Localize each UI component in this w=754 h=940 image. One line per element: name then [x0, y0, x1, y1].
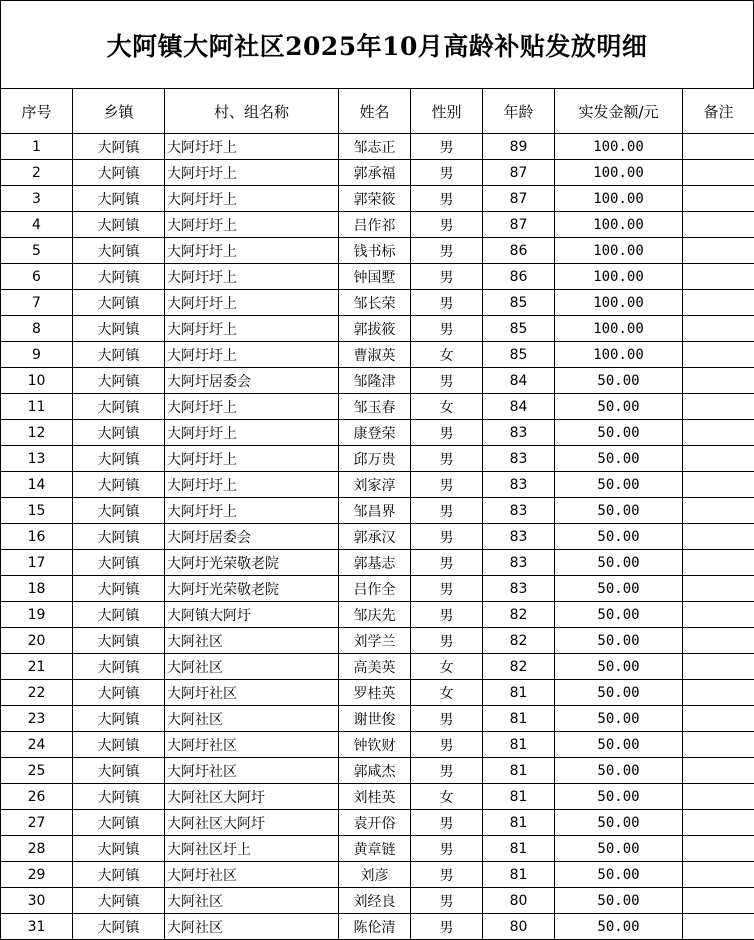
cell-town: 大阿镇	[73, 134, 165, 160]
cell-note	[683, 888, 754, 914]
table-row	[1, 186, 754, 212]
cell-village: 大阿社区	[165, 914, 339, 940]
cell-name: 邹昌界	[339, 498, 411, 524]
cell-town: 大阿镇	[73, 914, 165, 940]
cell-gender: 男	[411, 446, 483, 472]
cell-index: 29	[1, 862, 73, 888]
header-village: 村、组名称	[165, 89, 339, 134]
cell-note	[683, 914, 754, 940]
cell-amount: 50.00	[555, 654, 683, 680]
cell-amount: 50.00	[555, 706, 683, 732]
cell-village: 大阿圩圩上	[165, 446, 339, 472]
cell-index: 10	[1, 368, 73, 394]
cell-index: 25	[1, 758, 73, 784]
cell-index: 12	[1, 420, 73, 446]
cell-village: 大阿社区	[165, 888, 339, 914]
cell-village: 大阿社区	[165, 654, 339, 680]
cell-town: 大阿镇	[73, 472, 165, 498]
cell-note	[683, 264, 754, 290]
cell-index: 4	[1, 212, 73, 238]
page-title: 大阿镇大阿社区2025年10月高龄补贴发放明细	[0, 0, 754, 88]
cell-note	[683, 212, 754, 238]
table-row	[1, 394, 754, 420]
cell-gender: 女	[411, 784, 483, 810]
cell-gender: 男	[411, 628, 483, 654]
table-row	[1, 316, 754, 342]
table-row	[1, 914, 754, 940]
cell-name: 刘学兰	[339, 628, 411, 654]
cell-gender: 男	[411, 888, 483, 914]
cell-village: 大阿圩社区	[165, 758, 339, 784]
cell-town: 大阿镇	[73, 550, 165, 576]
cell-town: 大阿镇	[73, 394, 165, 420]
cell-town: 大阿镇	[73, 758, 165, 784]
cell-village: 大阿社区	[165, 706, 339, 732]
cell-village: 大阿圩社区	[165, 680, 339, 706]
cell-name: 邹玉春	[339, 394, 411, 420]
cell-note	[683, 394, 754, 420]
header-age: 年龄	[483, 89, 555, 134]
cell-age: 86	[483, 264, 555, 290]
cell-amount: 50.00	[555, 472, 683, 498]
cell-age: 81	[483, 758, 555, 784]
cell-note	[683, 368, 754, 394]
cell-amount: 50.00	[555, 498, 683, 524]
cell-village: 大阿圩圩上	[165, 316, 339, 342]
cell-index: 7	[1, 290, 73, 316]
cell-name: 邹隆津	[339, 368, 411, 394]
cell-index: 21	[1, 654, 73, 680]
cell-gender: 女	[411, 342, 483, 368]
cell-town: 大阿镇	[73, 784, 165, 810]
cell-name: 曹淑英	[339, 342, 411, 368]
cell-gender: 男	[411, 836, 483, 862]
cell-amount: 50.00	[555, 888, 683, 914]
cell-village: 大阿圩社区	[165, 862, 339, 888]
cell-age: 81	[483, 732, 555, 758]
cell-age: 81	[483, 862, 555, 888]
cell-name: 郭基志	[339, 550, 411, 576]
cell-town: 大阿镇	[73, 420, 165, 446]
cell-note	[683, 498, 754, 524]
cell-name: 康登荣	[339, 420, 411, 446]
cell-note	[683, 316, 754, 342]
cell-index: 6	[1, 264, 73, 290]
cell-amount: 50.00	[555, 680, 683, 706]
cell-village: 大阿圩圩上	[165, 212, 339, 238]
cell-village: 大阿社区圩上	[165, 836, 339, 862]
table-row	[1, 212, 754, 238]
cell-note	[683, 160, 754, 186]
cell-gender: 男	[411, 420, 483, 446]
cell-name: 刘彦	[339, 862, 411, 888]
cell-name: 钱书标	[339, 238, 411, 264]
cell-amount: 50.00	[555, 446, 683, 472]
table-row	[1, 420, 754, 446]
cell-name: 刘桂英	[339, 784, 411, 810]
table-row	[1, 654, 754, 680]
cell-name: 袁开俗	[339, 810, 411, 836]
cell-amount: 100.00	[555, 186, 683, 212]
cell-amount: 100.00	[555, 342, 683, 368]
table-row	[1, 238, 754, 264]
cell-age: 83	[483, 420, 555, 446]
cell-note	[683, 342, 754, 368]
cell-age: 86	[483, 238, 555, 264]
cell-note	[683, 628, 754, 654]
cell-amount: 100.00	[555, 264, 683, 290]
table-row	[1, 264, 754, 290]
cell-age: 89	[483, 134, 555, 160]
cell-age: 80	[483, 914, 555, 940]
table-row	[1, 810, 754, 836]
table-row	[1, 550, 754, 576]
cell-index: 20	[1, 628, 73, 654]
table-row	[1, 368, 754, 394]
cell-village: 大阿圩圩上	[165, 290, 339, 316]
cell-note	[683, 602, 754, 628]
cell-index: 9	[1, 342, 73, 368]
cell-note	[683, 472, 754, 498]
cell-note	[683, 238, 754, 264]
cell-age: 85	[483, 290, 555, 316]
cell-index: 18	[1, 576, 73, 602]
cell-note	[683, 186, 754, 212]
cell-age: 85	[483, 342, 555, 368]
cell-age: 81	[483, 836, 555, 862]
cell-village: 大阿圩圩上	[165, 472, 339, 498]
cell-amount: 50.00	[555, 524, 683, 550]
cell-village: 大阿圩光荣敬老院	[165, 550, 339, 576]
subsidy-table	[0, 88, 754, 940]
cell-town: 大阿镇	[73, 316, 165, 342]
cell-gender: 男	[411, 602, 483, 628]
cell-note	[683, 680, 754, 706]
cell-town: 大阿镇	[73, 680, 165, 706]
cell-town: 大阿镇	[73, 212, 165, 238]
cell-amount: 50.00	[555, 862, 683, 888]
cell-village: 大阿圩圩上	[165, 264, 339, 290]
cell-village: 大阿圩圩上	[165, 342, 339, 368]
table-row	[1, 290, 754, 316]
cell-index: 2	[1, 160, 73, 186]
cell-index: 27	[1, 810, 73, 836]
cell-age: 87	[483, 160, 555, 186]
cell-index: 31	[1, 914, 73, 940]
cell-name: 郭承福	[339, 160, 411, 186]
cell-gender: 男	[411, 238, 483, 264]
cell-amount: 50.00	[555, 784, 683, 810]
table-row	[1, 706, 754, 732]
cell-town: 大阿镇	[73, 654, 165, 680]
cell-note	[683, 654, 754, 680]
cell-town: 大阿镇	[73, 602, 165, 628]
cell-note	[683, 758, 754, 784]
cell-age: 81	[483, 784, 555, 810]
cell-age: 82	[483, 628, 555, 654]
cell-index: 11	[1, 394, 73, 420]
cell-note	[683, 732, 754, 758]
cell-gender: 男	[411, 758, 483, 784]
cell-town: 大阿镇	[73, 524, 165, 550]
cell-index: 28	[1, 836, 73, 862]
cell-amount: 50.00	[555, 602, 683, 628]
cell-index: 1	[1, 134, 73, 160]
cell-town: 大阿镇	[73, 446, 165, 472]
cell-amount: 50.00	[555, 836, 683, 862]
cell-village: 大阿圩社区	[165, 732, 339, 758]
cell-name: 郭拔筱	[339, 316, 411, 342]
cell-amount: 50.00	[555, 368, 683, 394]
cell-name: 钟钦财	[339, 732, 411, 758]
cell-town: 大阿镇	[73, 290, 165, 316]
cell-age: 83	[483, 446, 555, 472]
cell-age: 84	[483, 368, 555, 394]
cell-town: 大阿镇	[73, 836, 165, 862]
cell-gender: 男	[411, 732, 483, 758]
cell-name: 刘经良	[339, 888, 411, 914]
cell-age: 81	[483, 706, 555, 732]
cell-name: 邹庆先	[339, 602, 411, 628]
cell-age: 87	[483, 186, 555, 212]
cell-name: 陈伦清	[339, 914, 411, 940]
cell-town: 大阿镇	[73, 706, 165, 732]
table-row	[1, 784, 754, 810]
cell-note	[683, 576, 754, 602]
cell-gender: 男	[411, 368, 483, 394]
cell-town: 大阿镇	[73, 342, 165, 368]
cell-town: 大阿镇	[73, 628, 165, 654]
cell-village: 大阿镇大阿圩	[165, 602, 339, 628]
cell-index: 22	[1, 680, 73, 706]
cell-name: 谢世俊	[339, 706, 411, 732]
cell-name: 刘家淳	[339, 472, 411, 498]
cell-name: 郭荣筱	[339, 186, 411, 212]
table-body	[1, 134, 754, 940]
cell-index: 30	[1, 888, 73, 914]
cell-amount: 50.00	[555, 732, 683, 758]
cell-amount: 50.00	[555, 576, 683, 602]
cell-note	[683, 134, 754, 160]
cell-gender: 男	[411, 810, 483, 836]
cell-name: 吕作全	[339, 576, 411, 602]
cell-age: 87	[483, 212, 555, 238]
cell-name: 黄章链	[339, 836, 411, 862]
cell-note	[683, 446, 754, 472]
table-row	[1, 576, 754, 602]
cell-village: 大阿圩居委会	[165, 368, 339, 394]
cell-village: 大阿社区	[165, 628, 339, 654]
cell-age: 85	[483, 316, 555, 342]
cell-gender: 男	[411, 524, 483, 550]
cell-amount: 100.00	[555, 134, 683, 160]
cell-gender: 男	[411, 160, 483, 186]
table-row	[1, 446, 754, 472]
cell-gender: 男	[411, 914, 483, 940]
header-name: 姓名	[339, 89, 411, 134]
cell-age: 83	[483, 550, 555, 576]
cell-note	[683, 550, 754, 576]
cell-age: 83	[483, 576, 555, 602]
cell-town: 大阿镇	[73, 186, 165, 212]
cell-amount: 100.00	[555, 316, 683, 342]
table-row	[1, 680, 754, 706]
cell-index: 16	[1, 524, 73, 550]
cell-amount: 50.00	[555, 914, 683, 940]
cell-town: 大阿镇	[73, 498, 165, 524]
cell-index: 3	[1, 186, 73, 212]
cell-gender: 女	[411, 394, 483, 420]
cell-index: 19	[1, 602, 73, 628]
cell-amount: 50.00	[555, 628, 683, 654]
cell-index: 15	[1, 498, 73, 524]
cell-amount: 100.00	[555, 212, 683, 238]
cell-village: 大阿社区大阿圩	[165, 784, 339, 810]
cell-town: 大阿镇	[73, 810, 165, 836]
cell-age: 84	[483, 394, 555, 420]
table-row	[1, 524, 754, 550]
header-gender: 性别	[411, 89, 483, 134]
cell-age: 83	[483, 472, 555, 498]
cell-amount: 50.00	[555, 394, 683, 420]
cell-gender: 男	[411, 706, 483, 732]
cell-index: 13	[1, 446, 73, 472]
table-row	[1, 602, 754, 628]
cell-gender: 女	[411, 680, 483, 706]
table-row	[1, 472, 754, 498]
cell-village: 大阿圩圩上	[165, 394, 339, 420]
cell-town: 大阿镇	[73, 238, 165, 264]
cell-village: 大阿圩圩上	[165, 498, 339, 524]
cell-village: 大阿圩圩上	[165, 238, 339, 264]
cell-note	[683, 836, 754, 862]
cell-gender: 男	[411, 576, 483, 602]
cell-gender: 男	[411, 290, 483, 316]
cell-age: 82	[483, 602, 555, 628]
cell-gender: 男	[411, 498, 483, 524]
cell-index: 5	[1, 238, 73, 264]
cell-village: 大阿圩圩上	[165, 134, 339, 160]
table-row	[1, 628, 754, 654]
cell-amount: 50.00	[555, 758, 683, 784]
cell-index: 17	[1, 550, 73, 576]
cell-gender: 男	[411, 134, 483, 160]
cell-town: 大阿镇	[73, 862, 165, 888]
cell-index: 24	[1, 732, 73, 758]
cell-name: 郭咸杰	[339, 758, 411, 784]
cell-gender: 男	[411, 472, 483, 498]
cell-amount: 50.00	[555, 550, 683, 576]
cell-town: 大阿镇	[73, 264, 165, 290]
cell-village: 大阿圩圩上	[165, 160, 339, 186]
cell-index: 14	[1, 472, 73, 498]
cell-name: 邹志正	[339, 134, 411, 160]
header-row	[1, 89, 754, 134]
cell-note	[683, 810, 754, 836]
table-row	[1, 758, 754, 784]
cell-village: 大阿圩圩上	[165, 186, 339, 212]
cell-age: 81	[483, 680, 555, 706]
cell-gender: 男	[411, 264, 483, 290]
table-row	[1, 160, 754, 186]
cell-town: 大阿镇	[73, 888, 165, 914]
cell-name: 邹长荣	[339, 290, 411, 316]
cell-amount: 100.00	[555, 290, 683, 316]
cell-town: 大阿镇	[73, 368, 165, 394]
cell-name: 罗桂英	[339, 680, 411, 706]
cell-amount: 50.00	[555, 810, 683, 836]
table-row	[1, 134, 754, 160]
cell-village: 大阿圩居委会	[165, 524, 339, 550]
cell-age: 83	[483, 524, 555, 550]
cell-town: 大阿镇	[73, 732, 165, 758]
cell-village: 大阿圩光荣敬老院	[165, 576, 339, 602]
cell-age: 83	[483, 498, 555, 524]
cell-name: 郭承汉	[339, 524, 411, 550]
header-amount: 实发金额/元	[555, 89, 683, 134]
cell-age: 81	[483, 810, 555, 836]
cell-index: 23	[1, 706, 73, 732]
cell-town: 大阿镇	[73, 160, 165, 186]
table-row	[1, 732, 754, 758]
cell-age: 80	[483, 888, 555, 914]
cell-gender: 男	[411, 550, 483, 576]
cell-town: 大阿镇	[73, 576, 165, 602]
cell-index: 8	[1, 316, 73, 342]
header-index: 序号	[1, 89, 73, 134]
cell-note	[683, 784, 754, 810]
header-town: 乡镇	[73, 89, 165, 134]
cell-village: 大阿圩圩上	[165, 420, 339, 446]
cell-note	[683, 706, 754, 732]
cell-amount: 100.00	[555, 238, 683, 264]
cell-gender: 男	[411, 316, 483, 342]
cell-age: 82	[483, 654, 555, 680]
cell-gender: 男	[411, 186, 483, 212]
cell-note	[683, 524, 754, 550]
cell-gender: 女	[411, 654, 483, 680]
cell-name: 邱万贵	[339, 446, 411, 472]
cell-village: 大阿社区大阿圩	[165, 810, 339, 836]
table-row	[1, 836, 754, 862]
table-row	[1, 888, 754, 914]
cell-name: 吕作祁	[339, 212, 411, 238]
cell-gender: 男	[411, 212, 483, 238]
table-row	[1, 498, 754, 524]
cell-name: 高美英	[339, 654, 411, 680]
cell-amount: 50.00	[555, 420, 683, 446]
cell-index: 26	[1, 784, 73, 810]
table-row	[1, 342, 754, 368]
cell-gender: 男	[411, 862, 483, 888]
cell-note	[683, 862, 754, 888]
header-note: 备注	[683, 89, 754, 134]
cell-amount: 100.00	[555, 160, 683, 186]
cell-name: 钟国墅	[339, 264, 411, 290]
table-row	[1, 862, 754, 888]
cell-note	[683, 290, 754, 316]
cell-note	[683, 420, 754, 446]
